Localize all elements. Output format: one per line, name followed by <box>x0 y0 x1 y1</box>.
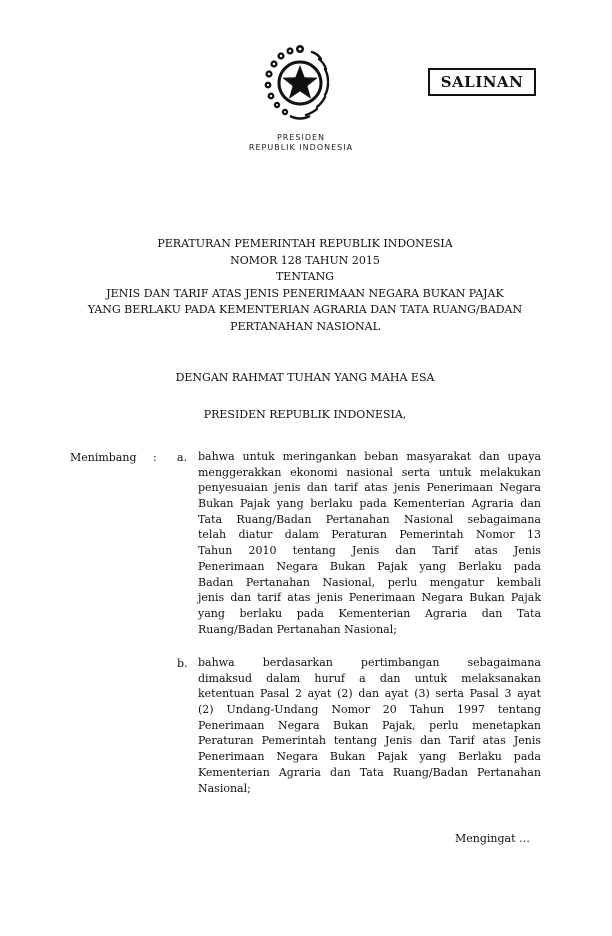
blessing-line: DENGAN RAHMAT TUHAN YANG MAHA ESA <box>175 371 435 384</box>
state-emblem-icon <box>260 43 340 123</box>
item-a-line: Penerimaan Negara Bukan Pajak yang Berlaku pada <box>198 559 541 573</box>
menimbang-item-b <box>198 655 541 796</box>
item-b-line: Penerimaan Negara Bukan Pajak, perlu menetapkan <box>198 718 541 732</box>
item-a-marker: a. <box>177 451 188 464</box>
menimbang-label: Menimbang <box>70 451 137 464</box>
continuation-marker: Mengingat … <box>455 832 531 845</box>
item-a-line: Bukan Pajak yang berlaku pada Kementerian Agraria dan <box>198 497 541 511</box>
office-line-presiden: PRESIDEN <box>276 133 326 142</box>
title-subject-1: JENIS DAN TARIF ATAS JENIS PENERIMAAN NEGARA BUKAN PAJAK <box>106 286 504 300</box>
item-a-line: telah diatur dalam Peraturan Pemerintah Nomor 13 <box>198 528 541 542</box>
item-a-line: Ruang/Badan Pertanahan Nasional; <box>198 622 397 636</box>
item-a-line: Tahun 2010 tentang Jenis dan Tarif atas Jenis <box>198 544 541 558</box>
president-line: PRESIDEN REPUBLIK INDONESIA, <box>203 408 407 421</box>
title-tentang: TENTANG <box>275 270 335 284</box>
item-a-line: yang berlaku pada Kementerian Agraria dan Tata <box>198 606 541 620</box>
issuing-office <box>226 133 376 153</box>
item-b-line: (2) Undang-Undang Nomor 20 Tahun 1997 tentang <box>198 703 541 717</box>
item-b-line: Kementerian Agraria dan Tata Ruang/Badan Pertanahan <box>198 765 541 779</box>
title-number: NOMOR 128 TAHUN 2015 <box>230 253 380 267</box>
menimbang-colon: : <box>153 451 157 464</box>
item-b-line: dimaksud dalam huruf a dan untuk melaksanakan <box>198 671 541 685</box>
title-subject-2: YANG BERLAKU PADA KEMENTERIAN AGRARIA DAN TATA RUANG/BADAN <box>87 303 523 317</box>
office-line-republik: REPUBLIK INDONESIA <box>248 143 354 152</box>
title-regulation: PERATURAN PEMERINTAH REPUBLIK INDONESIA <box>157 237 453 250</box>
item-a-line: jenis dan tarif atas jenis Penerimaan Negara Bukan Pajak <box>198 591 541 605</box>
item-a-line: Tata Ruang/Badan Pertanahan Nasional sebagaimana <box>198 512 541 526</box>
copy-badge: SALINAN <box>428 68 536 96</box>
item-b-line: Penerimaan Negara Bukan Pajak yang Berlaku pada <box>198 750 541 764</box>
item-a-line: penyesuaian jenis dan tarif atas jenis Penerimaan Negara <box>198 481 541 495</box>
item-a-line: Badan Pertanahan Nasional, perlu mengatur kembali <box>198 575 541 589</box>
item-b-line: Nasional; <box>198 781 251 795</box>
item-b-marker: b. <box>177 657 188 670</box>
menimbang-item-a <box>198 449 541 637</box>
item-b-line: bahwa berdasarkan pertimbangan sebagaimana <box>198 656 541 669</box>
item-a-line: menggerakkan ekonomi nasional serta untuk melakukan <box>198 465 541 479</box>
item-b-line: ketentuan Pasal 2 ayat (2) dan ayat (3) serta Pasal 3 ayat <box>198 687 541 701</box>
item-b-line: Peraturan Pemerintah tentang Jenis dan Tarif atas Jenis <box>198 734 541 748</box>
title-subject-3: PERTANAHAN NASIONAL <box>230 319 380 333</box>
item-a-line: bahwa untuk meringankan beban masyarakat dan upaya <box>198 450 541 463</box>
document-title <box>60 236 550 336</box>
